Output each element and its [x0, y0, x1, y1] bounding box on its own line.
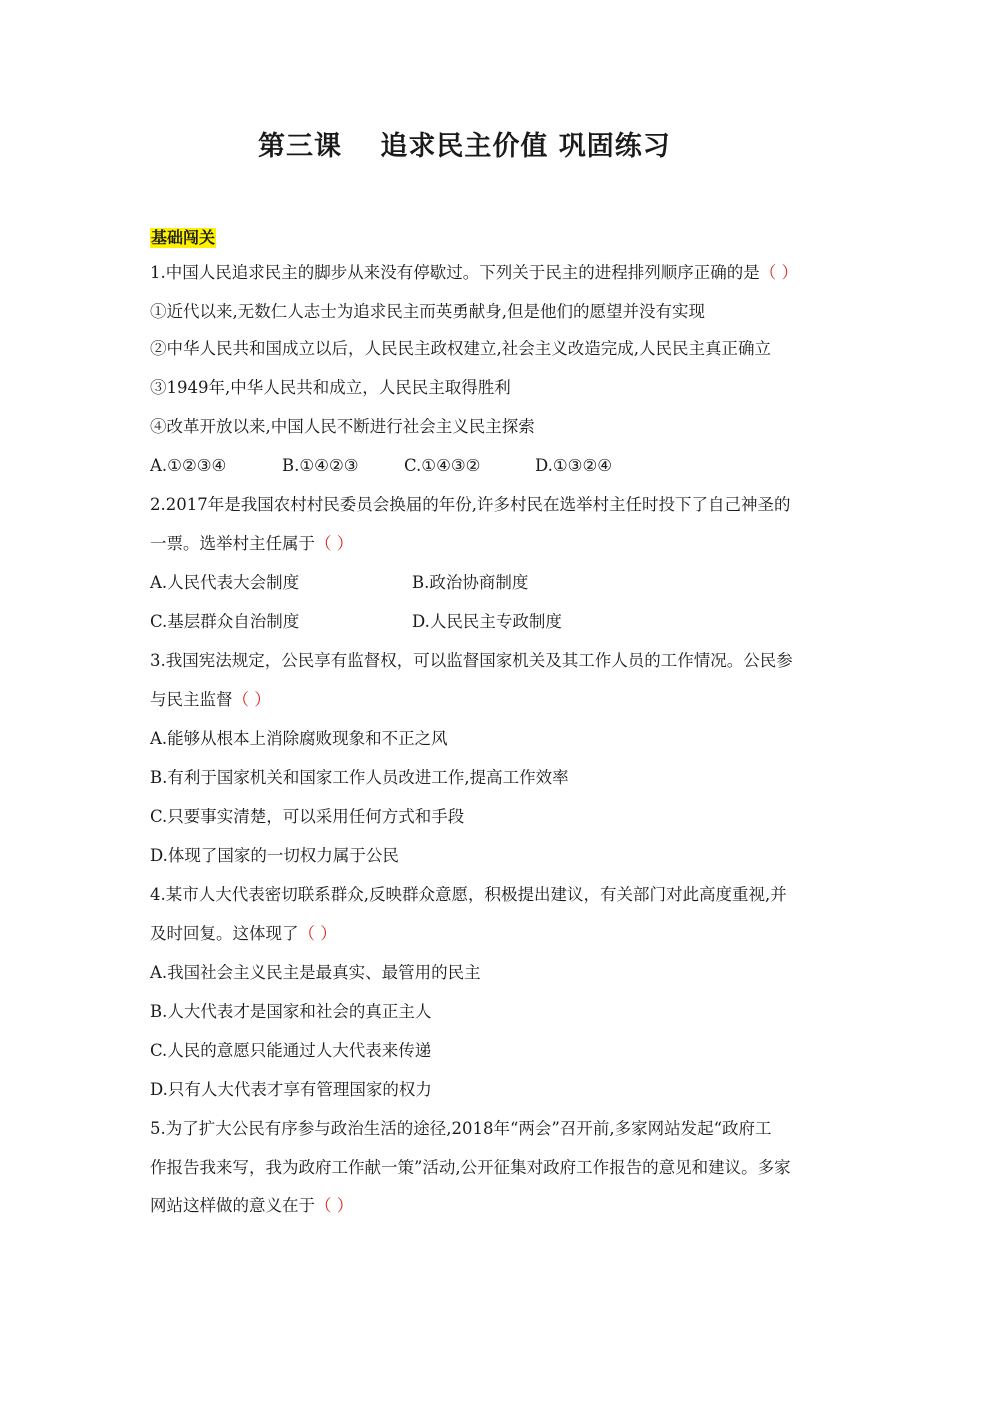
- q3-stem-line2: [150, 689, 271, 711]
- answer-paren: （ ）: [315, 1196, 354, 1215]
- q4-option-d: D.只有人大代表才享有管理国家的权力: [150, 1080, 432, 1099]
- q5-stem-text: 网站这样做的意义在于: [150, 1196, 315, 1215]
- q3-option-d: D.体现了国家的一切权力属于公民: [150, 846, 399, 865]
- page-title: 第三课 追求民主价值 巩固练习: [258, 131, 671, 162]
- q1-stem: [150, 262, 798, 284]
- answer-paren: （ ）: [315, 534, 354, 553]
- q4-stem-text: 及时回复。这体现了: [150, 924, 299, 943]
- q1-item: ①近代以来,无数仁人志士为追求民主而英勇献身,但是他们的愿望并没有实现: [150, 302, 705, 321]
- q2-option-a: A.人民代表大会制度: [150, 573, 300, 592]
- answer-paren: （ ）: [759, 263, 798, 282]
- q3-option-a: A.能够从根本上消除腐败现象和不正之风: [150, 729, 448, 748]
- q2-stem-line1: 2.2017年是我国农村村民委员会换届的年份,许多村民在选举村主任时投下了自己神圣的: [150, 495, 791, 514]
- q1-item: ④改革开放以来,中国人民不断进行社会主义民主探索: [150, 417, 535, 436]
- section-tag: 基础闯关: [151, 228, 216, 247]
- q1-option-b: B.①④②③: [282, 456, 359, 475]
- q2-stem-line2: [150, 533, 353, 555]
- q4-stem-line2: [150, 923, 337, 945]
- q3-stem-text: 与民主监督: [150, 690, 233, 709]
- q3-option-b: B.有利于国家机关和国家工作人员改进工作,提高工作效率: [150, 768, 569, 787]
- q1-option-c: C.①④③②: [404, 456, 481, 475]
- q5-stem-line1: 5.为了扩大公民有序参与政治生活的途径,2018年“两会”召开前,多家网站发起“政府工: [150, 1119, 772, 1138]
- q3-stem-line1: 3.我国宪法规定，公民享有监督权，可以监督国家机关及其工作人员的工作情况。公民参: [150, 651, 793, 670]
- q4-option-c: C.人民的意愿只能通过人大代表来传递: [150, 1041, 432, 1060]
- q4-option-a: A.我国社会主义民主是最真实、最管用的民主: [150, 963, 481, 982]
- q1-item: ③1949年,中华人民共和成立，人民民主取得胜利: [150, 378, 511, 397]
- q1-item: ②中华人民共和国成立以后，人民民主政权建立,社会主义改造完成,人民民主真正确立: [150, 339, 771, 358]
- answer-paren: （ ）: [232, 690, 271, 709]
- q2-option-c: C.基层群众自治制度: [150, 612, 300, 631]
- answer-paren: （ ）: [298, 924, 337, 943]
- q4-stem-line1: 4.某市人大代表密切联系群众,反映群众意愿，积极提出建议，有关部门对此高度重视,并: [150, 885, 787, 904]
- q2-option-d: D.人民民主专政制度: [412, 612, 562, 631]
- q2-stem-text: 一票。选举村主任属于: [150, 534, 315, 553]
- q4-option-b: B.人大代表才是国家和社会的真正主人: [150, 1002, 432, 1021]
- q1-option-d: D.①③②④: [535, 456, 613, 475]
- q1-stem-text: 1.中国人民追求民主的脚步从来没有停歇过。下列关于民主的进程排列顺序正确的是: [150, 263, 760, 282]
- q2-option-b: B.政治协商制度: [412, 573, 529, 592]
- q5-stem-line2: 作报告我来写，我为政府工作献一策”活动,公开征集对政府工作报告的意见和建议。多家: [150, 1158, 791, 1177]
- q3-option-c: C.只要事实清楚，可以采用任何方式和手段: [150, 807, 465, 826]
- q1-option-a: A.①②③④: [150, 456, 227, 475]
- q5-stem-line3: [150, 1195, 353, 1217]
